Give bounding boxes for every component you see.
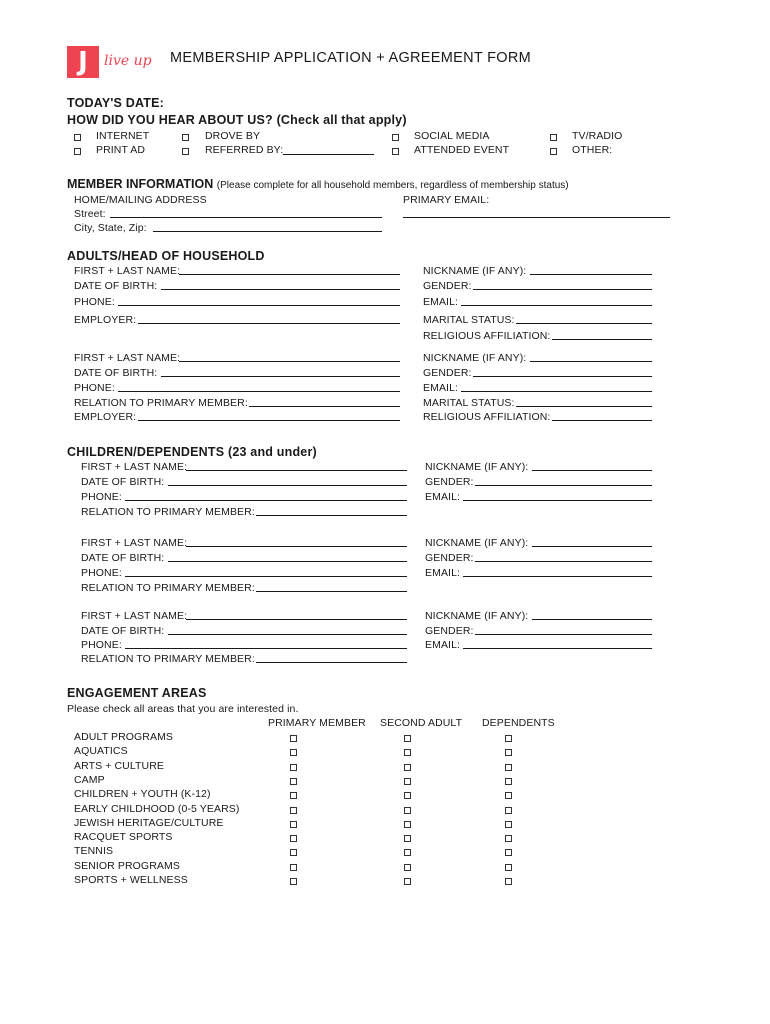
area-checkbox-primary[interactable] (290, 807, 297, 814)
child-2-nickname-label: NICKNAME (IF ANY): (425, 537, 529, 549)
adult-2-email-field[interactable] (461, 391, 652, 392)
area-checkbox-second[interactable] (404, 878, 411, 885)
adult-2-relation-label: RELATION TO PRIMARY MEMBER: (74, 397, 248, 409)
child-3-nickname-label: NICKNAME (IF ANY): (425, 610, 529, 622)
adult-1-gender-field[interactable] (473, 289, 652, 290)
area-label: CAMP (74, 773, 105, 786)
adult-1-name-label: FIRST + LAST NAME: (74, 265, 181, 277)
area-checkbox-second[interactable] (404, 821, 411, 828)
area-checkbox-primary[interactable] (290, 792, 297, 799)
engagement-heading: ENGAGEMENT AREAS (67, 686, 207, 700)
todays-date-label: TODAY'S DATE: (67, 96, 165, 110)
adult-2-relation-field[interactable] (249, 406, 400, 407)
adult-2-marital-label: MARITAL STATUS: (423, 397, 515, 409)
adult-2-dob-field[interactable] (161, 376, 400, 377)
child-1-nickname-field[interactable] (532, 470, 652, 471)
member-info-heading (67, 177, 569, 191)
checkbox-social-media[interactable] (392, 134, 399, 141)
adult-2-name-field[interactable] (179, 361, 400, 362)
child-2-gender-field[interactable] (475, 561, 652, 562)
street-label: Street: (74, 208, 106, 220)
adult-2-email-label: EMAIL: (423, 382, 459, 394)
logo-tagline: live up (104, 53, 152, 69)
label-internet: INTERNET (96, 130, 150, 142)
area-checkbox-dependents[interactable] (505, 864, 512, 871)
street-field[interactable] (110, 217, 382, 218)
area-checkbox-primary[interactable] (290, 735, 297, 742)
child-1-dob-field[interactable] (168, 485, 407, 486)
child-1-dob-label: DATE OF BIRTH: (81, 476, 165, 488)
child-1-phone-label: PHONE: (81, 491, 122, 503)
area-checkbox-second[interactable] (404, 778, 411, 785)
child-1-email-field[interactable] (463, 500, 652, 501)
label-print-ad: PRINT AD (96, 144, 146, 156)
area-label: ARTS + CULTURE (74, 759, 164, 772)
area-checkbox-second[interactable] (404, 835, 411, 842)
referred-by-field[interactable] (283, 154, 374, 155)
child-2-nickname-field[interactable] (532, 546, 652, 547)
area-checkbox-second[interactable] (404, 807, 411, 814)
child-2-dob-label: DATE OF BIRTH: (81, 552, 165, 564)
area-label: CHILDREN + YOUTH (K-12) (74, 788, 211, 801)
child-3-gender-field[interactable] (475, 634, 652, 635)
area-checkbox-second[interactable] (404, 749, 411, 756)
child-1-phone-field[interactable] (125, 500, 407, 501)
label-drove-by: DROVE BY (205, 130, 261, 142)
child-3-gender-label: GENDER: (425, 625, 474, 637)
member-info-title: MEMBER INFORMATION (67, 177, 214, 191)
adult-2-religious-field[interactable] (552, 420, 652, 421)
city-state-zip-label: City, State, Zip: (74, 222, 147, 234)
label-referred-by: REFERRED BY: (205, 144, 284, 156)
adult-2-gender-field[interactable] (473, 376, 652, 377)
area-checkbox-primary[interactable] (290, 878, 297, 885)
area-checkbox-dependents[interactable] (505, 792, 512, 799)
area-label: ADULT PROGRAMS (74, 731, 174, 743)
adult-1-nickname-label: NICKNAME (IF ANY): (423, 265, 527, 277)
checkbox-tv-radio[interactable] (550, 134, 557, 141)
area-checkbox-dependents[interactable] (505, 778, 512, 785)
adult-1-employer-label: EMPLOYER: (74, 314, 137, 326)
child-1-email-label: EMAIL: (425, 491, 461, 503)
adult-1-marital-field[interactable] (516, 323, 652, 324)
checkbox-attended-event[interactable] (392, 148, 399, 155)
checkbox-drove-by[interactable] (182, 134, 189, 141)
area-checkbox-second[interactable] (404, 792, 411, 799)
area-checkbox-primary[interactable] (290, 764, 297, 771)
adult-1-gender-label: GENDER: (423, 280, 472, 292)
adult-1-name-field[interactable] (179, 274, 400, 275)
label-other: OTHER: (572, 144, 613, 156)
hear-about-heading: HOW DID YOU HEAR ABOUT US? (Check all that apply) (67, 113, 407, 127)
area-label: AQUATICS (74, 745, 128, 758)
checkbox-print-ad[interactable] (74, 148, 81, 155)
area-label: SPORTS + WELLNESS (74, 874, 188, 886)
child-1-name-label: FIRST + LAST NAME: (81, 461, 188, 473)
column-header: PRIMARY MEMBER (268, 717, 366, 729)
child-2-name-label: FIRST + LAST NAME: (81, 537, 188, 549)
child-1-name-field[interactable] (186, 470, 407, 471)
child-3-phone-field[interactable] (125, 648, 407, 649)
child-1-nickname-label: NICKNAME (IF ANY): (425, 461, 529, 473)
adult-2-dob-label: DATE OF BIRTH: (74, 367, 158, 379)
adult-2-employer-field[interactable] (138, 420, 400, 421)
child-2-name-field[interactable] (186, 546, 407, 547)
area-checkbox-dependents[interactable] (505, 764, 512, 771)
child-3-name-field[interactable] (186, 619, 407, 620)
area-checkbox-dependents[interactable] (505, 807, 512, 814)
adult-2-phone-label: PHONE: (74, 382, 115, 394)
area-checkbox-second[interactable] (404, 764, 411, 771)
label-social-media: SOCIAL MEDIA (414, 130, 490, 142)
home-address-label: HOME/MAILING ADDRESS (74, 194, 207, 206)
area-checkbox-primary[interactable] (290, 821, 297, 828)
adult-2-gender-label: GENDER: (423, 367, 472, 379)
area-checkbox-dependents[interactable] (505, 835, 512, 842)
child-2-phone-label: PHONE: (81, 567, 122, 579)
primary-email-label: PRIMARY EMAIL: (403, 194, 490, 206)
area-label: EARLY CHILDHOOD (0-5 YEARS) (74, 802, 240, 815)
child-2-relation-label: RELATION TO PRIMARY MEMBER: (81, 582, 255, 594)
children-heading: CHILDREN/DEPENDENTS (23 and under) (67, 445, 317, 459)
adult-1-phone-label: PHONE: (74, 296, 115, 308)
child-3-email-label: EMAIL: (425, 639, 461, 651)
area-label: SENIOR PROGRAMS (74, 859, 180, 872)
area-checkbox-second[interactable] (404, 849, 411, 856)
area-label: JEWISH HERITAGE/CULTURE (74, 816, 224, 829)
area-checkbox-second[interactable] (404, 864, 411, 871)
child-3-nickname-field[interactable] (532, 619, 652, 620)
checkbox-other[interactable] (550, 148, 557, 155)
child-2-email-field[interactable] (463, 576, 652, 577)
adult-1-phone-field[interactable] (118, 305, 400, 306)
adult-1-nickname-field[interactable] (530, 274, 652, 275)
adult-2-marital-field[interactable] (516, 406, 652, 407)
child-2-gender-label: GENDER: (425, 552, 474, 564)
adult-1-employer-field[interactable] (138, 323, 400, 324)
child-2-dob-field[interactable] (168, 561, 407, 562)
adult-1-religious-label: RELIGIOUS AFFILIATION: (423, 330, 551, 342)
child-3-dob-field[interactable] (168, 634, 407, 635)
area-checkbox-dependents[interactable] (505, 735, 512, 742)
child-3-relation-field[interactable] (256, 662, 407, 663)
area-checkbox-dependents[interactable] (505, 878, 512, 885)
child-1-relation-field[interactable] (256, 515, 407, 516)
child-3-dob-label: DATE OF BIRTH: (81, 625, 165, 637)
member-info-note: (Please complete for all household members, regardless of membership status) (216, 180, 569, 191)
adult-2-employer-label: EMPLOYER: (74, 411, 137, 423)
child-1-gender-field[interactable] (475, 485, 652, 486)
column-header: SECOND ADULT (380, 717, 463, 729)
adult-2-name-label: FIRST + LAST NAME: (74, 352, 181, 364)
adult-1-email-field[interactable] (461, 305, 652, 306)
child-3-name-label: FIRST + LAST NAME: (81, 610, 188, 622)
area-checkbox-dependents[interactable] (505, 849, 512, 856)
child-1-gender-label: GENDER: (425, 476, 474, 488)
adult-2-phone-field[interactable] (118, 391, 400, 392)
area-checkbox-primary[interactable] (290, 835, 297, 842)
area-checkbox-dependents[interactable] (505, 821, 512, 828)
area-checkbox-second[interactable] (404, 735, 411, 742)
primary-email-field[interactable] (403, 217, 670, 218)
area-checkbox-primary[interactable] (290, 749, 297, 756)
adult-2-religious-label: RELIGIOUS AFFILIATION: (423, 411, 551, 423)
area-label: RACQUET SPORTS (74, 831, 173, 844)
checkbox-internet[interactable] (74, 134, 81, 141)
label-tv-radio: TV/RADIO (572, 130, 623, 142)
child-1-relation-label: RELATION TO PRIMARY MEMBER: (81, 506, 255, 518)
area-checkbox-primary[interactable] (290, 864, 297, 871)
child-3-relation-label: RELATION TO PRIMARY MEMBER: (81, 653, 255, 665)
form-title: MEMBERSHIP APPLICATION + AGREEMENT FORM (170, 50, 531, 66)
adult-1-dob-field[interactable] (161, 289, 400, 290)
adult-1-marital-label: MARITAL STATUS: (423, 314, 515, 326)
column-header: DEPENDENTS (482, 717, 555, 729)
label-attended-event: ATTENDED EVENT (414, 144, 510, 156)
child-2-email-label: EMAIL: (425, 567, 461, 579)
adult-1-religious-field[interactable] (552, 339, 652, 340)
area-checkbox-primary[interactable] (290, 849, 297, 856)
city-state-zip-field[interactable] (153, 231, 382, 232)
child-3-email-field[interactable] (463, 648, 652, 649)
engagement-instruction: Please check all areas that you are interested in. (67, 703, 299, 715)
adult-1-email-label: EMAIL: (423, 296, 459, 308)
adult-1-dob-label: DATE OF BIRTH: (74, 280, 158, 292)
adults-heading: ADULTS/HEAD OF HOUSEHOLD (67, 249, 265, 263)
child-3-phone-label: PHONE: (81, 639, 122, 651)
logo-mark: J (67, 46, 99, 78)
adult-2-nickname-field[interactable] (530, 361, 652, 362)
checkbox-referred-by[interactable] (182, 148, 189, 155)
area-checkbox-primary[interactable] (290, 778, 297, 785)
area-checkbox-dependents[interactable] (505, 749, 512, 756)
area-label: TENNIS (74, 845, 114, 858)
adult-2-nickname-label: NICKNAME (IF ANY): (423, 352, 527, 364)
child-2-relation-field[interactable] (256, 591, 407, 592)
child-2-phone-field[interactable] (125, 576, 407, 577)
